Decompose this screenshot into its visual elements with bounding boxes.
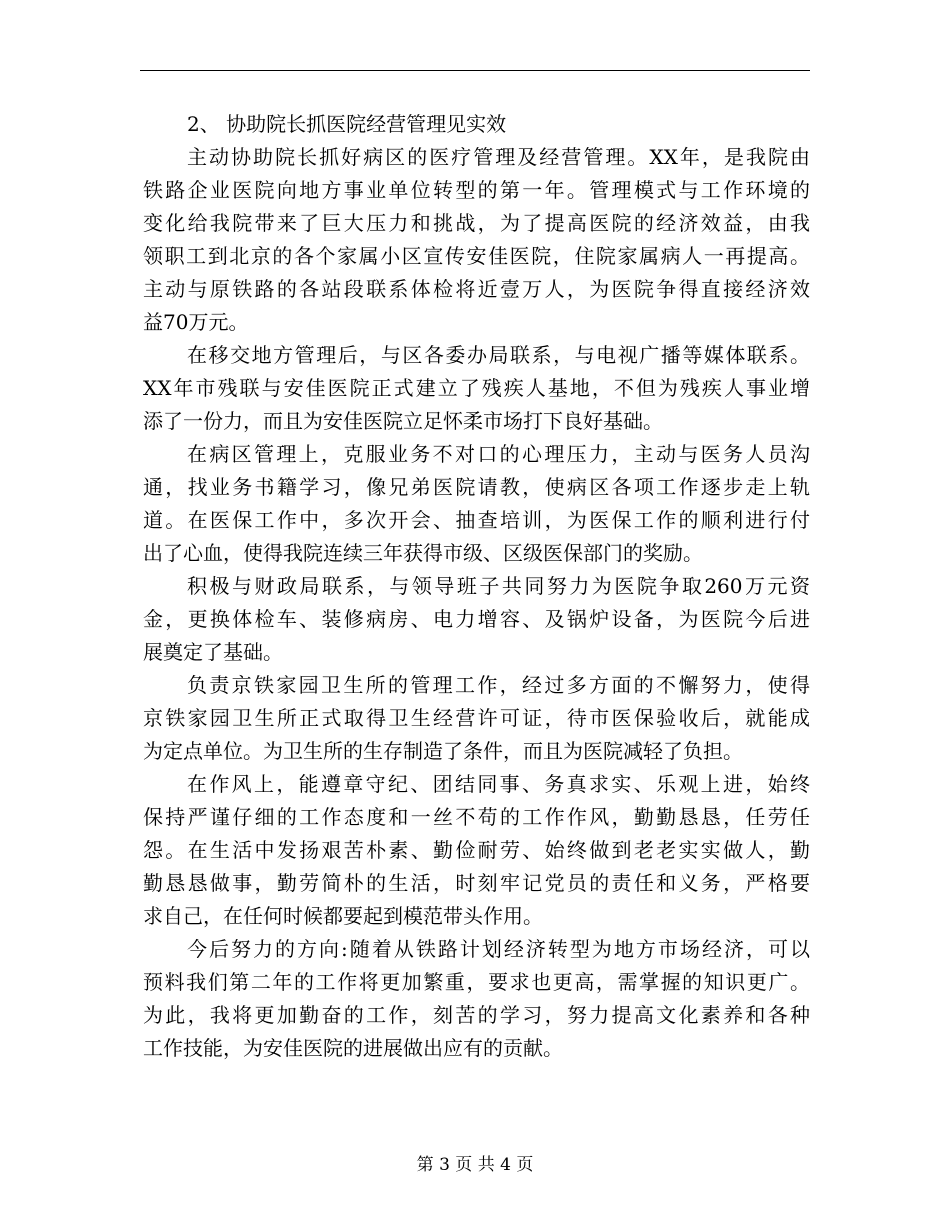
paragraph-5 xyxy=(143,669,810,768)
text-line: 在病区管理上，克服业务不对口的心理压力，主动与医务人员沟 xyxy=(187,442,810,466)
text-line: 为定点单位。为卫生所的生存制造了条件，而且为医院减轻了负担。 xyxy=(143,739,743,763)
text-line: 道。在医保工作中，多次开会、抽查培训，为医保工作的顺利进行付 xyxy=(143,508,810,532)
text-line: 展奠定了基础。 xyxy=(143,640,283,664)
paragraph-6 xyxy=(143,768,810,933)
text-line: 领职工到北京的各个家属小区宣传安佳医院，住院家属病人一再提高。 xyxy=(143,244,810,268)
text-line: 怨。在生活中发扬艰苦朴素、勤俭耐劳、始终做到老老实实做人，勤 xyxy=(143,838,810,862)
text-line: 出了心血，使得我院连续三年获得市级、区级医保部门的奖励。 xyxy=(143,541,703,565)
text-line: 主动与原铁路的各站段联系体检将近壹万人，为医院争得直接经济效 xyxy=(143,277,810,301)
text-line: 勤恳恳做事，勤劳简朴的生活，时刻牢记党员的责任和义务，严格要 xyxy=(143,871,810,895)
section-heading: 2、 协助院长抓医院经营管理见实效 xyxy=(187,112,507,136)
text-line: 金，更换体检车、装修病房、电力增容、及锅炉设备，为医院今后进 xyxy=(143,607,810,631)
paragraph-2 xyxy=(143,339,810,438)
paragraph-7 xyxy=(143,933,810,1065)
text-line: 为此，我将更加勤奋的工作，刻苦的学习，努力提高文化素养和各种 xyxy=(143,1003,810,1027)
text-line: 积极与财政局联系，与领导班子共同努力为医院争取260万元资 xyxy=(187,574,810,598)
text-line: 今后努力的方向:随着从铁路计划经济转型为地方市场经济，可以 xyxy=(187,937,810,961)
text-line: 添了一份力，而且为安佳医院立足怀柔市场打下良好基础。 xyxy=(143,409,663,433)
text-line: XX年市残联与安佳医院正式建立了残疾人基地，不但为残疾人事业增 xyxy=(143,376,810,400)
text-line: 求自己，在任何时候都要起到模范带头作用。 xyxy=(143,904,543,928)
paragraph-3 xyxy=(143,438,810,570)
text-line: 保持严谨仔细的工作态度和一丝不苟的工作作风，勤勤恳恳，任劳任 xyxy=(143,805,810,829)
paragraph-1 xyxy=(143,141,810,339)
text-line: 工作技能，为安佳医院的进展做出应有的贡献。 xyxy=(143,1036,563,1060)
text-line: 铁路企业医院向地方事业单位转型的第一年。管理模式与工作环境的 xyxy=(143,178,810,202)
text-line: 负责京铁家园卫生所的管理工作，经过多方面的不懈努力，使得 xyxy=(187,673,810,697)
page-number-footer: 第 3 页 共 4 页 xyxy=(416,1155,534,1175)
text-line: 京铁家园卫生所正式取得卫生经营许可证，待市医保验收后，就能成 xyxy=(143,706,810,730)
header-rule xyxy=(140,70,810,71)
text-line: 在作风上，能遵章守纪、团结同事、务真求实、乐观上进，始终 xyxy=(187,772,810,796)
text-line: 在移交地方管理后，与区各委办局联系，与电视广播等媒体联系。 xyxy=(187,343,810,367)
text-line: 变化给我院带来了巨大压力和挑战，为了提高医院的经济效益，由我 xyxy=(143,211,810,235)
text-line: 预料我们第二年的工作将更加繁重，要求也更高，需掌握的知识更广。 xyxy=(143,970,810,994)
text-line: 益70万元。 xyxy=(143,310,249,334)
text-line: 通，找业务书籍学习，像兄弟医院请教，使病区各项工作逐步走上轨 xyxy=(143,475,810,499)
document-body xyxy=(143,108,810,1065)
paragraph-4 xyxy=(143,570,810,669)
text-line: 主动协助院长抓好病区的医疗管理及经营管理。XX年，是我院由 xyxy=(187,145,810,169)
